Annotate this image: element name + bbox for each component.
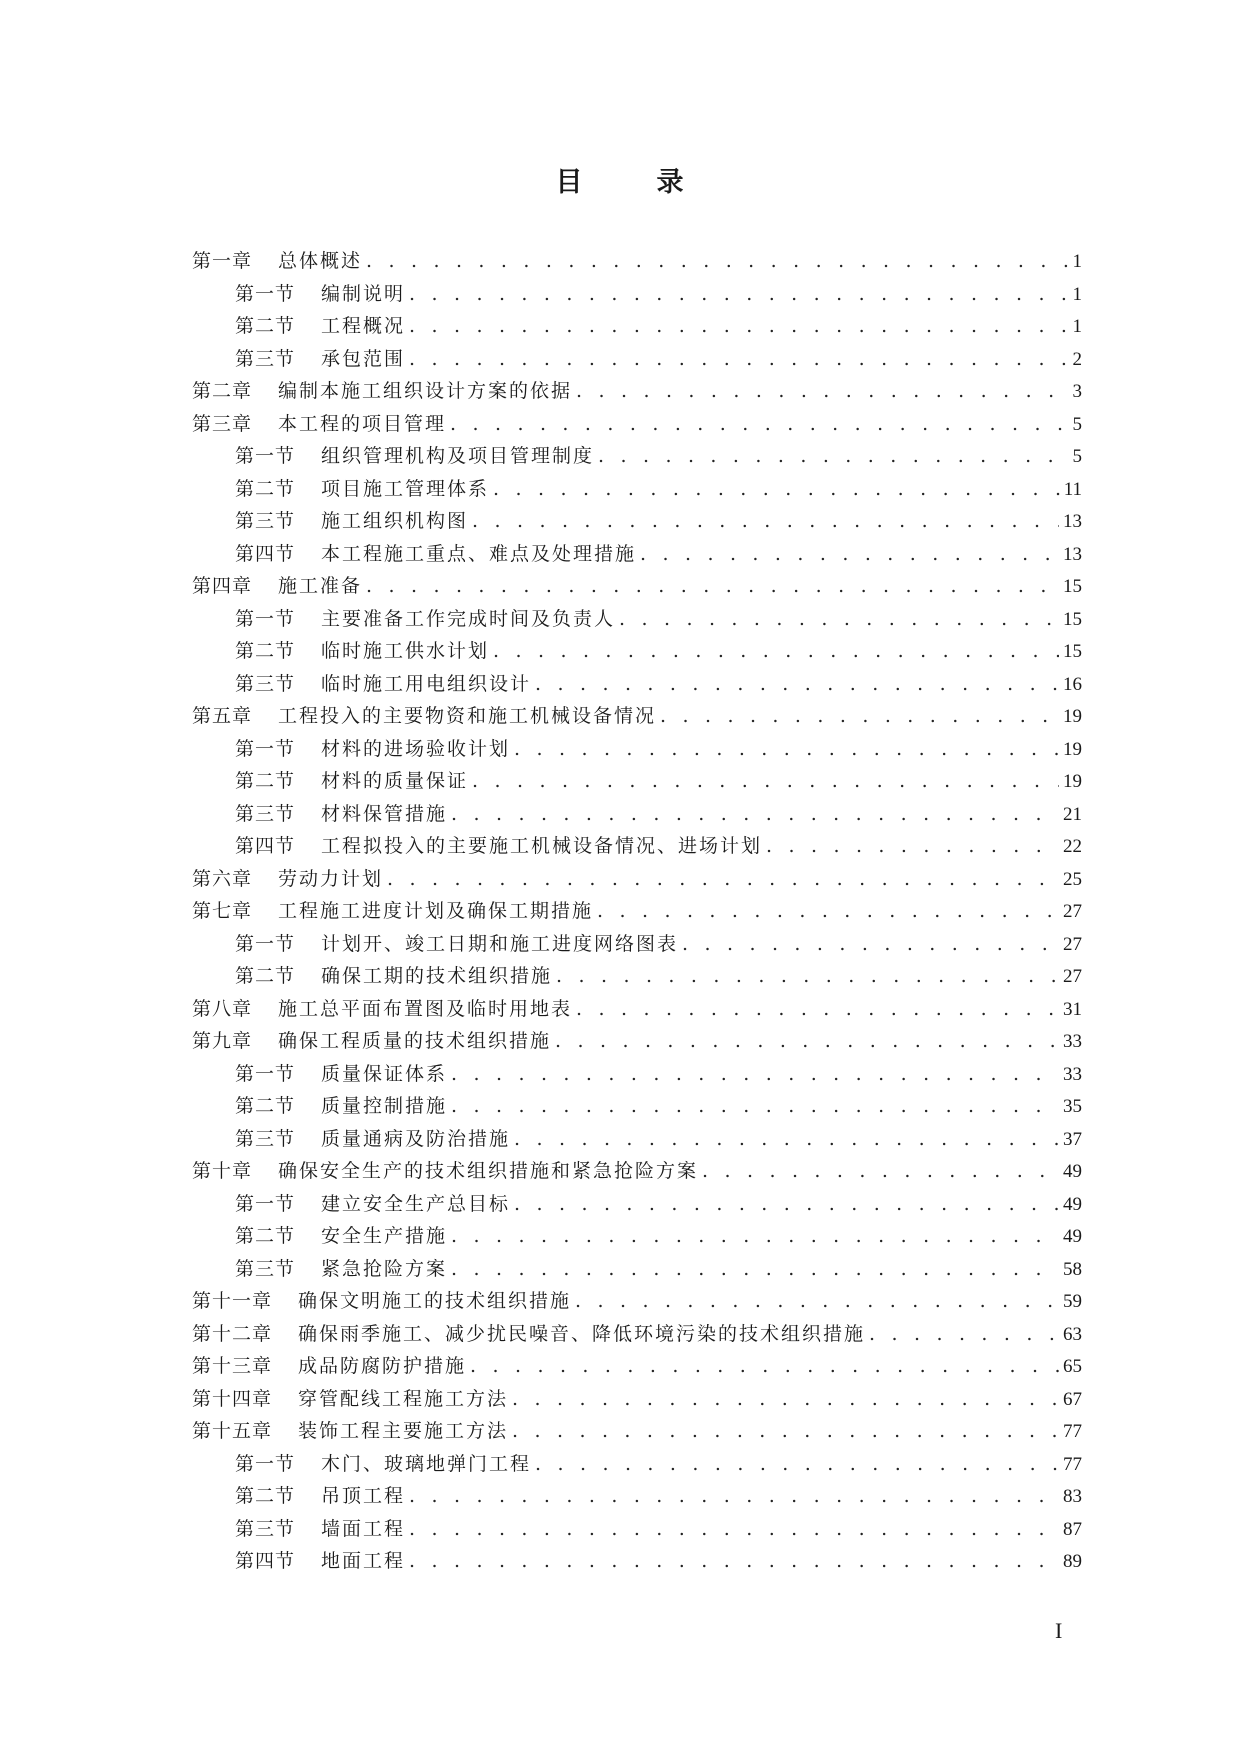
toc-entry-number: 第二节: [235, 1225, 296, 1247]
toc-section-entry[interactable]: [192, 505, 1082, 538]
toc-dot-leader: [409, 278, 1068, 311]
toc-dot-leader: [640, 538, 1059, 571]
toc-entry-number: 第九章: [192, 1030, 253, 1052]
toc-section-entry[interactable]: [192, 343, 1082, 376]
toc-entry-number: 第十三章: [192, 1355, 273, 1377]
toc-chapter-entry[interactable]: [192, 570, 1082, 603]
toc-entry-title: 材料的进场验收计划: [321, 737, 511, 760]
toc-section-entry[interactable]: [192, 668, 1082, 701]
toc-entry-title: 工程投入的主要物资和施工机械设备情况: [278, 705, 657, 727]
toc-dot-leader: [472, 505, 1059, 538]
toc-entry-page: 27: [1063, 901, 1082, 922]
toc-entry-number: 第四节: [235, 835, 296, 857]
toc-entry-title: 材料保管措施: [321, 802, 448, 825]
toc-entry-page: 37: [1063, 1128, 1082, 1150]
toc-entry-page: 59: [1063, 1291, 1082, 1312]
toc-entry-number: 第十四章: [192, 1387, 273, 1410]
toc-entry-number: 第一节: [235, 932, 296, 955]
toc-dot-leader: [472, 765, 1059, 798]
toc-entry-title: 确保工期的技术组织措施: [321, 965, 553, 987]
toc-entry-number: 第四节: [235, 542, 296, 565]
toc-entry-page: 22: [1063, 836, 1082, 857]
toc-entry-title: 木门、玻璃地弹门工程: [321, 1452, 532, 1475]
toc-entry-page: 5: [1072, 446, 1082, 467]
page-number: I: [1055, 1618, 1063, 1643]
toc-entry-page: 33: [1063, 1063, 1082, 1085]
toc-entry-title: 质量通病及防治措施: [321, 1127, 511, 1150]
toc-dot-leader: [576, 993, 1059, 1026]
toc-dot-leader: [493, 473, 1060, 506]
toc-dot-leader: [409, 1545, 1059, 1578]
toc-entry-page: 11: [1063, 478, 1082, 500]
toc-dot-leader: [512, 1415, 1059, 1448]
toc-entry-title: 工程拟投入的主要施工机械设备情况、进场计划: [321, 835, 763, 857]
toc-dot-leader: [512, 1383, 1059, 1416]
toc-dot-leader: [387, 863, 1059, 896]
toc-entry-title: 工程施工进度计划及确保工期措施: [278, 900, 594, 922]
toc-section-entry[interactable]: [192, 1480, 1082, 1513]
toc-section-entry[interactable]: [192, 1058, 1082, 1091]
toc-entry-number: 第一节: [235, 1062, 296, 1085]
toc-section-entry[interactable]: [192, 1188, 1082, 1221]
toc-entry-number: 第三节: [235, 510, 296, 532]
toc-entry-page: 16: [1063, 673, 1082, 695]
toc-entry-title: 吊顶工程: [321, 1485, 406, 1507]
toc-heading: [0, 160, 1241, 199]
toc-dot-leader: [514, 1123, 1059, 1156]
toc-entry-number: 第二章: [192, 380, 253, 402]
toc-entry-page: 49: [1063, 1226, 1082, 1247]
toc-section-entry[interactable]: [192, 1123, 1082, 1156]
toc-dot-leader: [451, 1090, 1059, 1123]
toc-entry-page: 13: [1063, 543, 1082, 565]
toc-dot-leader: [493, 635, 1059, 668]
toc-entry-page: 77: [1063, 1421, 1082, 1442]
toc-entry-title: 本工程施工重点、难点及处理措施: [321, 542, 637, 565]
toc-entry-title: 建立安全生产总目标: [321, 1192, 511, 1215]
toc-section-entry[interactable]: [192, 733, 1082, 766]
toc-entry-title: 劳动力计划: [278, 867, 384, 890]
toc-entry-number: 第二节: [235, 1485, 296, 1507]
toc-entry-title: 施工准备: [278, 575, 363, 597]
toc-dot-leader: [575, 1285, 1059, 1318]
toc-entry-number: 第三节: [235, 1257, 296, 1280]
toc-entry-title: 本工程的项目管理: [278, 412, 447, 435]
toc-entry-number: 第三节: [235, 672, 296, 695]
toc-section-entry[interactable]: [192, 538, 1082, 571]
toc-dot-leader: [576, 375, 1068, 408]
toc-section-entry[interactable]: [192, 1220, 1082, 1253]
toc-section-entry[interactable]: [192, 928, 1082, 961]
toc-entry-page: 25: [1063, 868, 1082, 890]
toc-chapter-entry[interactable]: [192, 375, 1082, 408]
toc-dot-leader: [366, 245, 1068, 278]
toc-entry-number: 第三节: [235, 347, 296, 370]
toc-dot-leader: [702, 1155, 1059, 1188]
toc-section-entry[interactable]: [192, 1448, 1082, 1481]
toc-entry-number: 第四节: [235, 1550, 296, 1572]
toc-entry-title: 成品防腐防护措施: [298, 1355, 467, 1377]
toc-entry-title: 计划开、竣工日期和施工进度网络图表: [321, 932, 679, 955]
toc-entry-title: 项目施工管理体系: [321, 477, 490, 500]
toc-entry-page: 15: [1063, 576, 1082, 597]
toc-entry-title: 紧急抢险方案: [321, 1257, 448, 1280]
toc-dot-leader: [470, 1350, 1059, 1383]
toc-entry-page: 3: [1072, 381, 1082, 402]
toc-entry-number: 第六章: [192, 867, 253, 890]
toc-section-entry[interactable]: [192, 1253, 1082, 1286]
toc-entry-page: 58: [1063, 1258, 1082, 1280]
toc-entry-page: 77: [1063, 1453, 1082, 1475]
toc-chapter-entry[interactable]: [192, 1415, 1082, 1448]
toc-entry-page: 49: [1063, 1161, 1082, 1182]
toc-entry-title: 质量控制措施: [321, 1095, 448, 1117]
toc-section-entry[interactable]: [192, 635, 1082, 668]
toc-entry-page: 2: [1072, 348, 1082, 370]
toc-entry-page: 13: [1063, 511, 1082, 532]
toc-entry-page: 5: [1072, 413, 1082, 435]
toc-dot-leader: [451, 1220, 1059, 1253]
toc-heading-char-2: 录: [656, 167, 686, 198]
toc-entry-title: 穿管配线工程施工方法: [298, 1387, 509, 1410]
toc-entry-number: 第十五章: [192, 1420, 273, 1442]
toc-chapter-entry[interactable]: [192, 863, 1082, 896]
table-of-contents: [192, 245, 1082, 1578]
toc-chapter-entry[interactable]: [192, 1350, 1082, 1383]
toc-section-entry[interactable]: [192, 603, 1082, 636]
toc-entry-title: 编制本施工组织设计方案的依据: [278, 380, 573, 402]
toc-entry-title: 承包范围: [321, 347, 406, 370]
toc-entry-number: 第一章: [192, 250, 253, 272]
toc-entry-title: 总体概述: [278, 250, 363, 272]
toc-dot-leader: [514, 1188, 1059, 1221]
toc-dot-leader: [450, 408, 1068, 441]
toc-entry-number: 第五章: [192, 705, 253, 727]
toc-entry-number: 第二节: [235, 1095, 296, 1117]
toc-entry-number: 第三节: [235, 1517, 296, 1540]
toc-dot-leader: [409, 1480, 1059, 1513]
toc-entry-number: 第十一章: [192, 1290, 273, 1312]
toc-entry-page: 15: [1063, 641, 1082, 662]
toc-dot-leader: [660, 700, 1059, 733]
toc-entry-number: 第一节: [235, 1192, 296, 1215]
toc-entry-title: 临时施工供水计划: [321, 640, 490, 662]
toc-heading-char-1: 目: [555, 167, 585, 198]
toc-section-entry[interactable]: [192, 473, 1082, 506]
toc-section-entry[interactable]: [192, 798, 1082, 831]
toc-entry-number: 第三节: [235, 1127, 296, 1150]
toc-entry-number: 第二节: [235, 965, 296, 987]
toc-entry-title: 确保工程质量的技术组织措施: [278, 1030, 552, 1052]
toc-dot-leader: [598, 440, 1068, 473]
toc-entry-title: 确保安全生产的技术组织措施和紧急抢险方案: [278, 1160, 699, 1182]
toc-chapter-entry[interactable]: [192, 408, 1082, 441]
toc-chapter-entry[interactable]: [192, 1025, 1082, 1058]
toc-section-entry[interactable]: [192, 310, 1082, 343]
toc-entry-number: 第一节: [235, 1452, 296, 1475]
toc-entry-number: 第三章: [192, 412, 253, 435]
toc-entry-page: 31: [1063, 998, 1082, 1020]
toc-chapter-entry[interactable]: [192, 1383, 1082, 1416]
toc-section-entry[interactable]: [192, 440, 1082, 473]
toc-section-entry[interactable]: [192, 830, 1082, 863]
toc-entry-number: 第四章: [192, 575, 253, 597]
toc-dot-leader: [556, 960, 1059, 993]
toc-dot-leader: [555, 1025, 1059, 1058]
toc-entry-page: 19: [1063, 771, 1082, 792]
toc-entry-number: 第十章: [192, 1160, 253, 1182]
toc-entry-number: 第八章: [192, 997, 253, 1020]
toc-dot-leader: [597, 895, 1059, 928]
toc-chapter-entry[interactable]: [192, 700, 1082, 733]
toc-entry-page: 67: [1063, 1388, 1082, 1410]
toc-dot-leader: [619, 603, 1059, 636]
toc-entry-number: 第一节: [235, 737, 296, 760]
toc-dot-leader: [409, 310, 1068, 343]
toc-entry-page: 65: [1063, 1356, 1082, 1377]
toc-dot-leader: [451, 798, 1059, 831]
toc-section-entry[interactable]: [192, 1545, 1082, 1578]
toc-entry-title: 安全生产措施: [321, 1225, 448, 1247]
toc-entry-number: 第一节: [235, 445, 296, 467]
toc-entry-title: 组织管理机构及项目管理制度: [321, 445, 595, 467]
toc-entry-number: 第三节: [235, 802, 296, 825]
toc-dot-leader: [451, 1253, 1059, 1286]
toc-dot-leader: [682, 928, 1059, 961]
toc-dot-leader: [869, 1318, 1059, 1351]
toc-chapter-entry[interactable]: [192, 1155, 1082, 1188]
toc-dot-leader: [409, 343, 1068, 376]
toc-entry-page: 19: [1063, 738, 1082, 760]
toc-entry-page: 1: [1072, 316, 1082, 337]
toc-entry-number: 第七章: [192, 900, 253, 922]
toc-entry-title: 施工总平面布置图及临时用地表: [278, 997, 573, 1020]
toc-entry-page: 27: [1063, 966, 1082, 987]
toc-heading-gap: [585, 160, 657, 199]
toc-section-entry[interactable]: [192, 278, 1082, 311]
toc-entry-page: 15: [1063, 608, 1082, 630]
toc-entry-page: 27: [1063, 933, 1082, 955]
toc-dot-leader: [451, 1058, 1059, 1091]
toc-entry-title: 工程概况: [321, 315, 406, 337]
toc-dot-leader: [535, 1448, 1059, 1481]
toc-section-entry[interactable]: [192, 1513, 1082, 1546]
toc-chapter-entry[interactable]: [192, 1318, 1082, 1351]
toc-entry-title: 墙面工程: [321, 1517, 406, 1540]
toc-entry-page: 83: [1063, 1486, 1082, 1507]
toc-chapter-entry[interactable]: [192, 993, 1082, 1026]
toc-entry-number: 第二节: [235, 477, 296, 500]
toc-section-entry[interactable]: [192, 1090, 1082, 1123]
toc-entry-page: 1: [1072, 251, 1082, 272]
toc-dot-leader: [409, 1513, 1059, 1546]
toc-entry-page: 19: [1063, 706, 1082, 727]
toc-entry-title: 质量保证体系: [321, 1062, 448, 1085]
toc-entry-page: 1: [1072, 283, 1082, 305]
toc-entry-page: 33: [1063, 1031, 1082, 1052]
toc-entry-number: 第二节: [235, 640, 296, 662]
toc-entry-title: 编制说明: [321, 282, 406, 305]
toc-chapter-entry[interactable]: [192, 245, 1082, 278]
toc-entry-number: 第二节: [235, 315, 296, 337]
toc-entry-title: 装饰工程主要施工方法: [298, 1420, 509, 1442]
toc-entry-page: 35: [1063, 1096, 1082, 1117]
toc-entry-title: 地面工程: [321, 1550, 406, 1572]
toc-entry-title: 材料的质量保证: [321, 770, 469, 792]
toc-chapter-entry[interactable]: [192, 1285, 1082, 1318]
toc-section-entry[interactable]: [192, 765, 1082, 798]
toc-dot-leader: [366, 570, 1059, 603]
toc-chapter-entry[interactable]: [192, 895, 1082, 928]
toc-entry-page: 63: [1063, 1323, 1082, 1345]
toc-entry-number: 第一节: [235, 282, 296, 305]
toc-entry-number: 第一节: [235, 607, 296, 630]
toc-dot-leader: [766, 830, 1059, 863]
toc-dot-leader: [535, 668, 1059, 701]
toc-entry-title: 主要准备工作完成时间及负责人: [321, 607, 616, 630]
toc-entry-page: 87: [1063, 1518, 1082, 1540]
toc-dot-leader: [514, 733, 1059, 766]
toc-entry-title: 临时施工用电组织设计: [321, 672, 532, 695]
toc-entry-number: 第二节: [235, 770, 296, 792]
toc-entry-title: 施工组织机构图: [321, 510, 469, 532]
toc-entry-page: 49: [1063, 1193, 1082, 1215]
toc-entry-page: 89: [1063, 1551, 1082, 1572]
toc-entry-page: 21: [1063, 803, 1082, 825]
toc-entry-title: 确保雨季施工、减少扰民噪音、降低环境污染的技术组织措施: [298, 1322, 866, 1345]
toc-entry-number: 第十二章: [192, 1322, 273, 1345]
toc-section-entry[interactable]: [192, 960, 1082, 993]
toc-entry-title: 确保文明施工的技术组织措施: [298, 1290, 572, 1312]
